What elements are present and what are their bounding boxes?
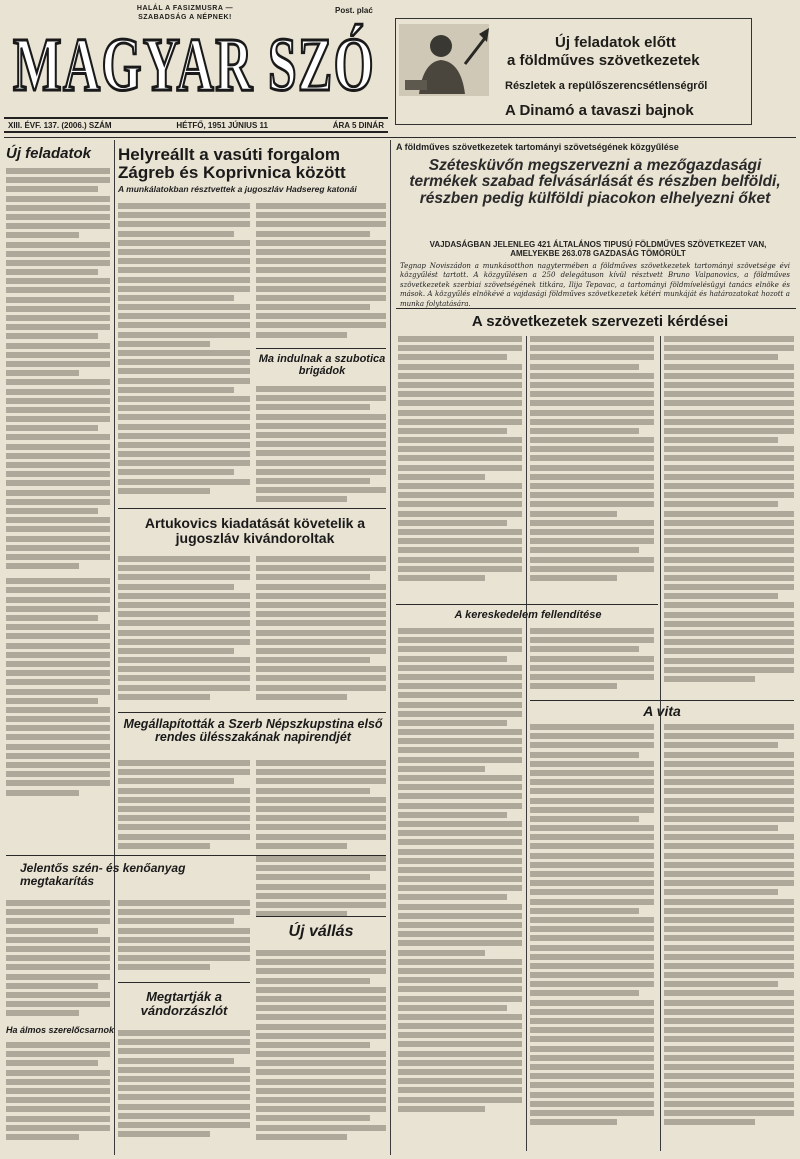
article-body-szervezeti-col1 <box>398 336 522 598</box>
article-body-vita-col1 <box>530 724 654 1152</box>
article-body-artukovics-col1 <box>118 556 250 706</box>
article-body-megallapitottak-col1 <box>118 760 250 852</box>
issue-number: XIII. ÉVF. 137. (2006.) SZÁM <box>8 120 112 130</box>
headline-vita: A vita <box>643 703 681 719</box>
article-body-uj-feladatok <box>6 168 110 798</box>
headline-kozgyules: Szétesküvőn megszervezni a mezőgazdasági termékek szabad felvásárlását és részben belföldi, részben pedig külföldi piacokon elhelyezni őket <box>409 157 781 207</box>
article-body-megallapitottak-col2 <box>256 760 386 852</box>
ear-headline-3: Részletek a repülőszerencsétlenségről <box>505 80 708 92</box>
headline-ma-indulnak: Ma indulnak a szubotica brigádok <box>258 353 386 377</box>
headline-megtartjak: Megtartják a vándorzászlót <box>140 989 228 1018</box>
article-body-megtartjak <box>118 1030 250 1152</box>
issue-date: HÉTFŐ, 1951 JÚNIUS 11 <box>176 120 268 130</box>
headline-kereskedelem: A kereskedelem fellendítése <box>454 609 602 621</box>
article-body-kereskedelem-col2 <box>530 628 654 698</box>
ear-headline-2: a földműves szövetkezetek <box>507 52 700 69</box>
headline-artukovics: Artukovics kiadatását követelik a jugoszláv kivándoroltak <box>144 515 366 546</box>
kicker-kozgyules: A földműves szövetkezetek tartományi szövetségének közgyűlése <box>396 142 679 152</box>
issue-price: ÁRA 5 DINÁR <box>332 120 384 130</box>
masthead-title-text: MAGYAR SZÓ <box>13 23 375 107</box>
article-body-vita-col2 <box>664 724 794 1152</box>
article-body-artukovics-col2 <box>256 556 386 706</box>
article-body-kereskedelem-col1 <box>398 628 522 1152</box>
article-body-jelentos-col2 <box>118 900 250 976</box>
deck-kozgyules: VAJDASÁGBAN JELENLEG 421 ÁLTALÁNOS TIPUSÚ FÖLDMŰVES SZÖVETKEZET VAN, AMELYEKBE 263.078 GAZDASÁG TÖMÖRÜLT <box>429 240 767 259</box>
ear-headline-4: A Dinamó a tavaszi bajnok <box>505 102 694 119</box>
article-body-misc <box>256 856 386 928</box>
headline-uj-feladatok: Új feladatok <box>6 145 92 162</box>
article-body-vasuti-col2 <box>256 203 386 343</box>
masthead-title <box>8 16 380 106</box>
ear-box <box>395 18 800 128</box>
masthead-motto: HALÁL A FASIZMUSRA — SZABADSÁG A NÉPNEK! <box>136 5 234 21</box>
article-body-jelentos <box>6 900 110 1020</box>
dateline <box>4 117 388 133</box>
headline-uj-vallas: Új vállás <box>288 923 354 940</box>
article-body-szervezeti-col2 <box>530 336 654 598</box>
ear-headline-1: Új feladatok előtt <box>555 34 676 51</box>
headline-megallapitottak: Megállapították a Szerb Népszkupstina első rendes ülésszakának napirendjét <box>123 717 383 745</box>
headline-jelentos: Jelentős szén- és kenőanyag megtakarítás <box>20 861 186 888</box>
headline-vasuti: Helyreállt a vasúti forgalom Zágreb és Koprivnica között <box>118 145 346 182</box>
article-body-ma-indulnak <box>256 386 386 504</box>
postage-note: Post. plać <box>335 6 373 15</box>
article-body-ha-almos <box>6 1042 110 1152</box>
headline-szervezeti: A szövetkezetek szervezeti kérdései <box>471 313 729 330</box>
headline-ha-almos: Ha álmos szerelőcsarnok <box>6 1025 115 1035</box>
article-body-vasuti-col1 <box>118 203 250 503</box>
article-body-uj-vallas <box>256 950 386 1152</box>
lede-kozgyules: Tegnap Noviszádon a munkásotthon nagytermében a földműves szövetkezetek tartományi szövetsége évi közgyűlést tartott. A közgyűlésen a 250 delegátuson kívül résztvett Bruno Valpanovics, a földműves szövetkezetek szerbiai szövetségének titkára, Ilija Tepavac, a tartományi földmívelésügyi tanács elnöke és mások. A közgyűlés elnökévé a vajdasági földműves szövetkezetek kétéri munkáját és határozatokat hozott a munka folytatására. <box>400 262 790 308</box>
farmer-illustration-icon <box>399 24 489 96</box>
article-body-szervezeti-col3 <box>664 336 794 696</box>
subhead-vasuti: A munkálatokban résztvettek a jugoszláv Hadsereg katonái <box>118 184 357 194</box>
